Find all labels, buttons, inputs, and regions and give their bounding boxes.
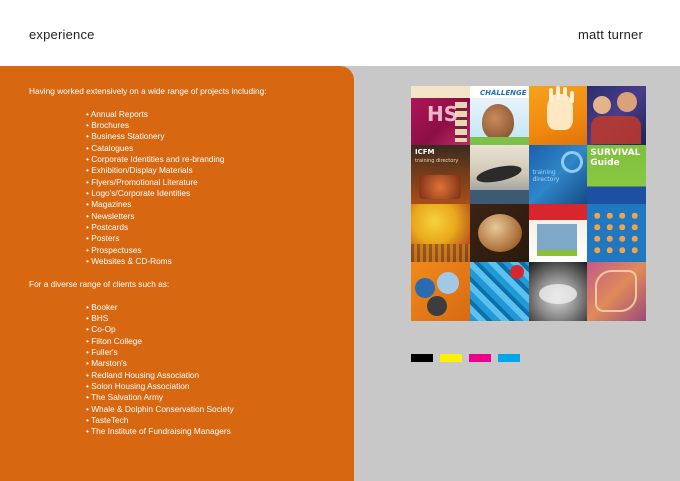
list-item: • Websites & CD-Roms: [86, 256, 267, 267]
list-item: • TasteTech: [86, 415, 267, 426]
list-item: • Corporate Identities and re-branding: [86, 154, 267, 165]
tile-caption: SURVIVAL Guide: [590, 147, 641, 168]
list-item: • Whale & Dolphin Conservation Society: [86, 404, 267, 415]
projects-intro: Having worked extensively on a wide range of projects including:: [29, 86, 267, 96]
list-item: • Logo's/Corporate Identities: [86, 188, 267, 199]
portfolio-tile-training-directory[interactable]: [529, 145, 588, 204]
tile-caption: ICFM: [415, 147, 435, 156]
portfolio-tile-survival-guide[interactable]: [587, 145, 646, 204]
list-item: • BHS: [86, 313, 267, 324]
list-item: • Business Stationery: [86, 131, 267, 142]
portfolio-tile-sunflower[interactable]: [411, 204, 470, 263]
list-item: • Brochures: [86, 120, 267, 131]
list-item: • Posters: [86, 233, 267, 244]
tile-caption: CHALLENGE: [479, 89, 527, 97]
portfolio-tile-people[interactable]: [587, 86, 646, 145]
list-item: • Fuller's: [86, 347, 267, 358]
list-item: • Filton College: [86, 336, 267, 347]
list-item: • Newsletters: [86, 211, 267, 222]
clients-intro: For a diverse range of clients such as:: [29, 278, 170, 289]
clients-list: [86, 302, 267, 438]
portfolio-tile-bread[interactable]: [470, 204, 529, 263]
portfolio-tile-hs[interactable]: [411, 86, 470, 145]
list-item: • Annual Reports: [86, 109, 267, 120]
portfolio-tile-icfm[interactable]: [411, 145, 470, 204]
color-swatches: [411, 354, 520, 362]
author-name: matt turner: [577, 27, 643, 42]
list-item: • Magazines: [86, 199, 267, 210]
list-item: • Postcards: [86, 222, 267, 233]
section-title: experience: [29, 27, 95, 42]
list-item: • Flyers/Promotional Literature: [86, 177, 267, 188]
portfolio-tile-building[interactable]: [529, 204, 588, 263]
portfolio-tile-product-grid[interactable]: [587, 204, 646, 263]
list-item: • Solon Housing Association: [86, 381, 267, 392]
tile-caption: training directory: [532, 168, 560, 183]
tile-caption: training directory: [415, 157, 459, 164]
list-item: • Booker: [86, 302, 267, 313]
page-header: [0, 0, 680, 66]
portfolio-grid: [411, 86, 646, 321]
list-item: • Prospectuses: [86, 245, 267, 256]
portfolio-tile-hand[interactable]: [529, 86, 588, 145]
projects-list: [86, 109, 267, 268]
list-item: • Marston's: [86, 358, 267, 369]
list-item: • Exhibition/Display Materials: [86, 165, 267, 176]
portfolio-tile-challenge[interactable]: [470, 86, 529, 145]
portfolio-tile-hands[interactable]: [529, 262, 588, 321]
portfolio-tile-pattern[interactable]: [470, 262, 529, 321]
portfolio-tile-illustration[interactable]: [587, 262, 646, 321]
list-item: • Redland Housing Association: [86, 370, 267, 381]
experience-content: [29, 86, 267, 438]
swatch-cyan: [498, 354, 520, 362]
list-item: • Co-Op: [86, 324, 267, 335]
list-item: • Catalogues: [86, 143, 267, 154]
swatch-magenta: [469, 354, 491, 362]
tile-caption: HS: [427, 102, 459, 126]
list-item: • The Salvation Army: [86, 392, 267, 403]
portfolio-tile-circles[interactable]: [411, 262, 470, 321]
swatch-yellow: [440, 354, 462, 362]
swatch-black: [411, 354, 433, 362]
portfolio-tile-whale[interactable]: [470, 145, 529, 204]
list-item: • The Institute of Fundraising Managers: [86, 426, 267, 437]
